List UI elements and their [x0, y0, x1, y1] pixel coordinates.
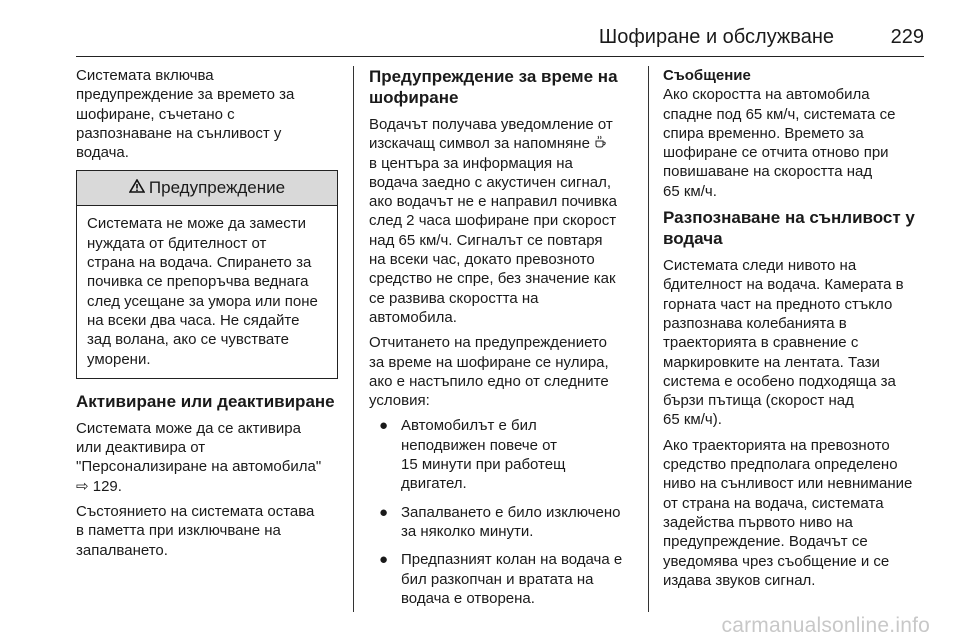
warning-body: Системата не може да замести нуждата от бдителност от страна на водача. Спирането за почивка се препоръчва веднага след усещане за умора или поне на всеки два часа. Не сядайте зад волана, ако се чувствате уморени. [87, 215, 318, 368]
page-reference[interactable]: 129. [92, 477, 122, 495]
column-left [76, 66, 338, 566]
reset-paragraph: Отчитането на предупреждението за време на шофиране се нулира, ако е настъпило едно от следните условия: [369, 334, 609, 410]
bullet-icon: ● [379, 551, 389, 569]
bullet-icon: ● [379, 503, 389, 521]
watermark: carmanualsonline.info [721, 614, 930, 637]
section-heading-driving-time: Предупреждение за време на шофиране [369, 67, 618, 107]
page-title: Шофиране и обслужване [598, 26, 834, 48]
bullet-icon: ● [379, 417, 389, 435]
list-item: ● Автомобилът е бил неподвижен повече от 15 минути при работещ двигател. [379, 417, 566, 493]
trajectory-paragraph: Ако траекторията на превозното средство предполага определено ниво на сънливост или невнимание от страна на водача, системата задейства първото ниво на предупреждение. Водачът се уведомява чрез съобщение и се издава звуков сигнал. [663, 436, 913, 589]
section-heading-drowsiness: Разпознаване на сънливост у водача [663, 208, 915, 249]
header-rule [76, 56, 924, 57]
warning-triangle-icon [129, 171, 146, 205]
coffee-cup-icon [594, 135, 607, 151]
activation-paragraph: Системата може да се активира или деактивира от "Персонализиране на автомобила" ⇨ 129. [76, 419, 322, 495]
column-divider [648, 66, 649, 612]
column-right [663, 66, 929, 596]
warning-box [76, 170, 338, 378]
page-number: 229 [890, 26, 924, 48]
warning-header [77, 171, 337, 206]
note-block: Съобщение Ако скоростта на автомобила спадне под 65 км/ч, системата се спира временно. Времето за шофиране се отчита отново при повишаване на скоростта над 65 км/ч. [663, 66, 929, 201]
list-item: ● Запалването е било изключено за няколко минути. [379, 503, 621, 540]
column-divider [353, 66, 354, 612]
list-item: ● Предпазният колан на водача е бил разкопчан и вратата на водача е отворена. [379, 551, 623, 607]
intro-paragraph: Системата включва предупреждение за времето за шофиране, съчетано с разпознаване на сънливост у водача. [76, 67, 295, 162]
note-title: Съобщение [663, 67, 751, 84]
memory-paragraph: Състоянието на системата остава в паметта при изключване на запалването. [76, 503, 315, 559]
page-header [76, 26, 924, 50]
warning-title: Предупреждение [148, 178, 286, 198]
section-heading-activation: Активиране или деактивиране [76, 391, 335, 411]
page-reference-arrow-icon[interactable]: ⇨ [76, 477, 89, 495]
drowsiness-paragraph: Системата следи нивото на бдителност на водача. Камерата в горната част на предното стъкло разпознава колебанията в траекторията в сравнение с маркировките на лентата. Тази система е особено подходяща за бързи пътища (скорост над 65 км/ч). [663, 257, 904, 429]
driving-time-paragraph: Водачът получава уведомление от изскачащ символ за напомняне в центъра за информация на водача заедно с акустичен сигнал, ако водачът не е направил почивка след 2 часа шофиране при скорост над 65 км/ч. Сигналът се повтаря на всеки час, докато превозното средство не спре, без значение как се развива скоростта на автомобила. [369, 116, 617, 326]
column-middle [369, 66, 637, 617]
